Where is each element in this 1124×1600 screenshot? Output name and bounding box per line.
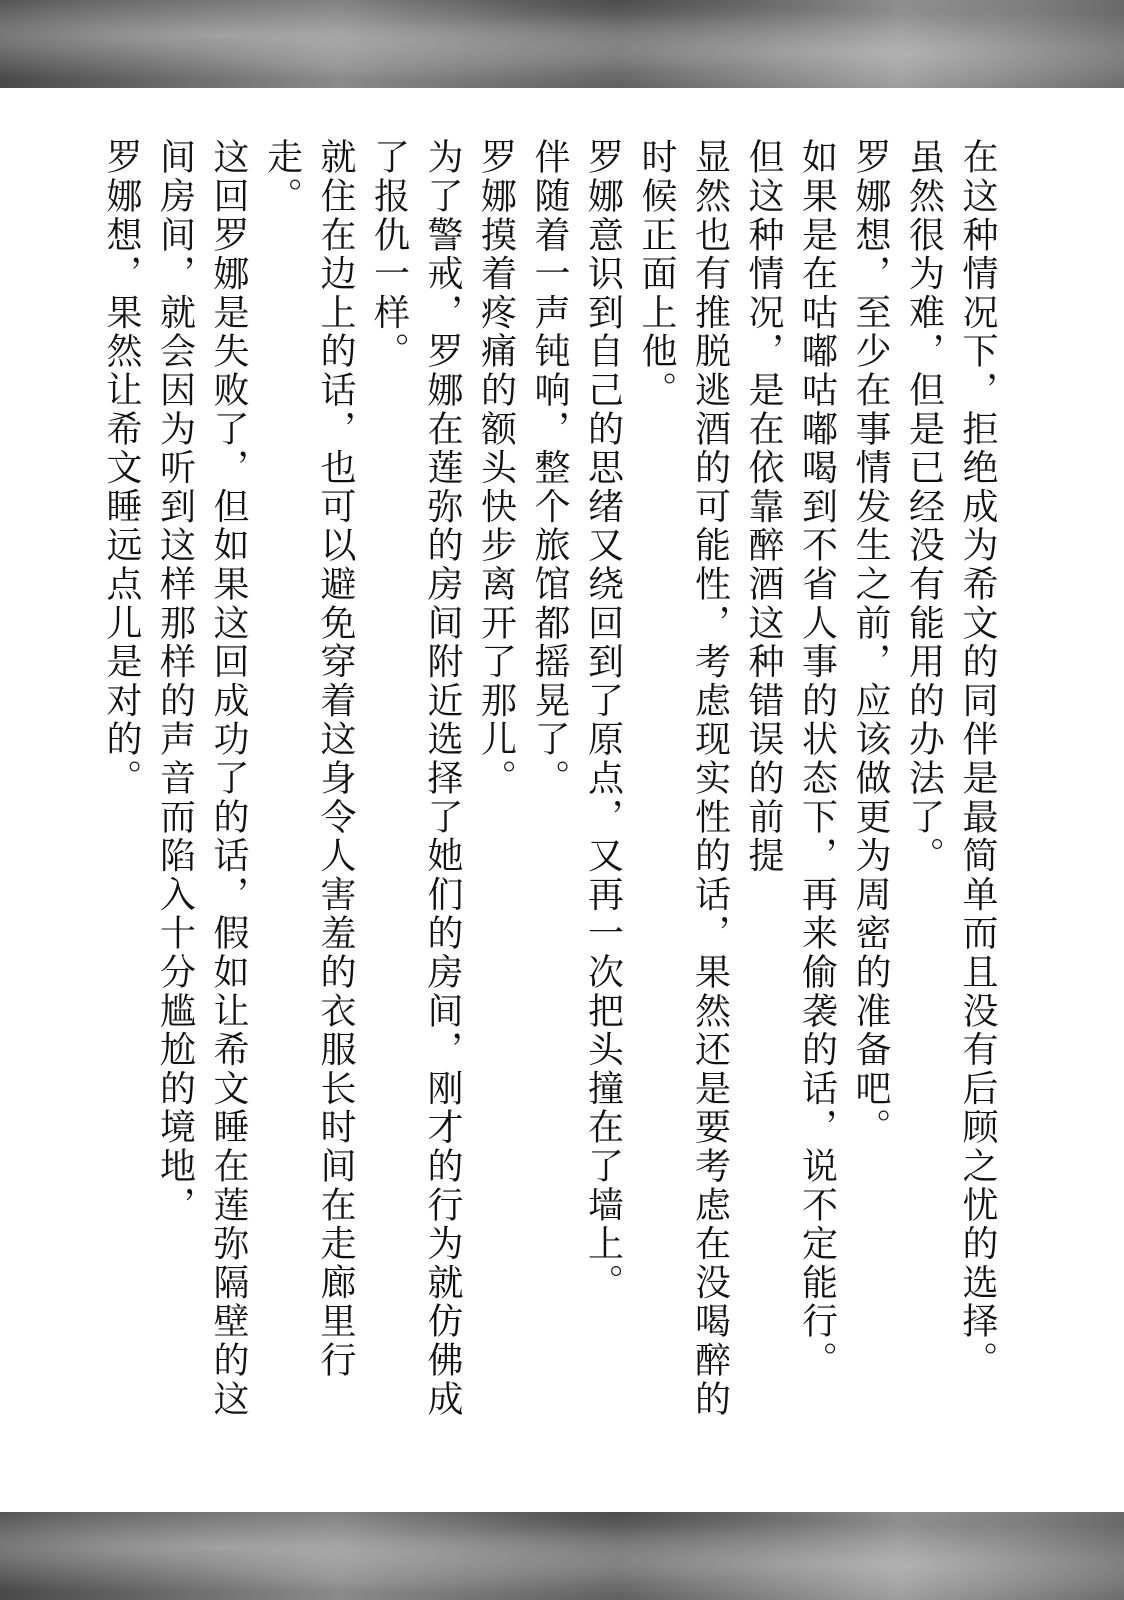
vertical-text-body xyxy=(95,138,1005,1438)
paragraph-5: 但这种情况，是在依靠醉酒这种错误的前提 xyxy=(743,138,784,876)
paragraph-11: 就住在边上的话，也可以避免穿着这身令人害羞的衣服长时间在走廊里行走。 xyxy=(261,138,356,1380)
paragraph-4: 如果是在咕嘟咕嘟喝到不省人事的状态下，再来偷袭的话，说不定能行。 xyxy=(796,138,838,1380)
top-cloud-band xyxy=(0,0,1124,88)
paragraph-12: 这回罗娜是失败了，但如果这回成功了的话，假如让希文睡在莲弥隔壁的这间房间，就会因为听到这样那样的声音而陷入十分尴尬的境地， xyxy=(154,138,249,1419)
paragraph-2: 虽然很为难，但是已经没有能用的办法了。 xyxy=(903,138,945,876)
paragraph-10: 为了警戒，罗娜在莲弥的房间附近选择了她们的房间，刚才的行为就仿佛成了报仇一样。 xyxy=(368,138,463,1419)
paragraph-8: 伴随着一声钝响，整个旅馆都摇晃了。 xyxy=(529,138,570,798)
paragraph-9: 罗娜摸着疼痛的额头快步离开了那儿。 xyxy=(475,138,517,798)
bottom-cloud-band xyxy=(0,1512,1124,1600)
paragraph-6: 显然也有推脱逃酒的可能性，考虑现实性的话，果然还是要考虑在没喝醉的时候正面上他。 xyxy=(636,138,731,1419)
paragraph-7: 罗娜意识到自己的思绪又绕回到了原点，又再一次把头撞在了墙上。 xyxy=(582,138,624,1302)
paragraph-13: 罗娜想，果然让希文睡远点儿是对的。 xyxy=(101,138,142,798)
paragraph-3: 罗娜想，至少在事情发生之前，应该做更为周密的准备吧。 xyxy=(850,138,891,1147)
paragraph-1: 在这种情况下，拒绝成为希文的同伴是最简单而且没有后顾之忧的选择。 xyxy=(957,138,998,1380)
